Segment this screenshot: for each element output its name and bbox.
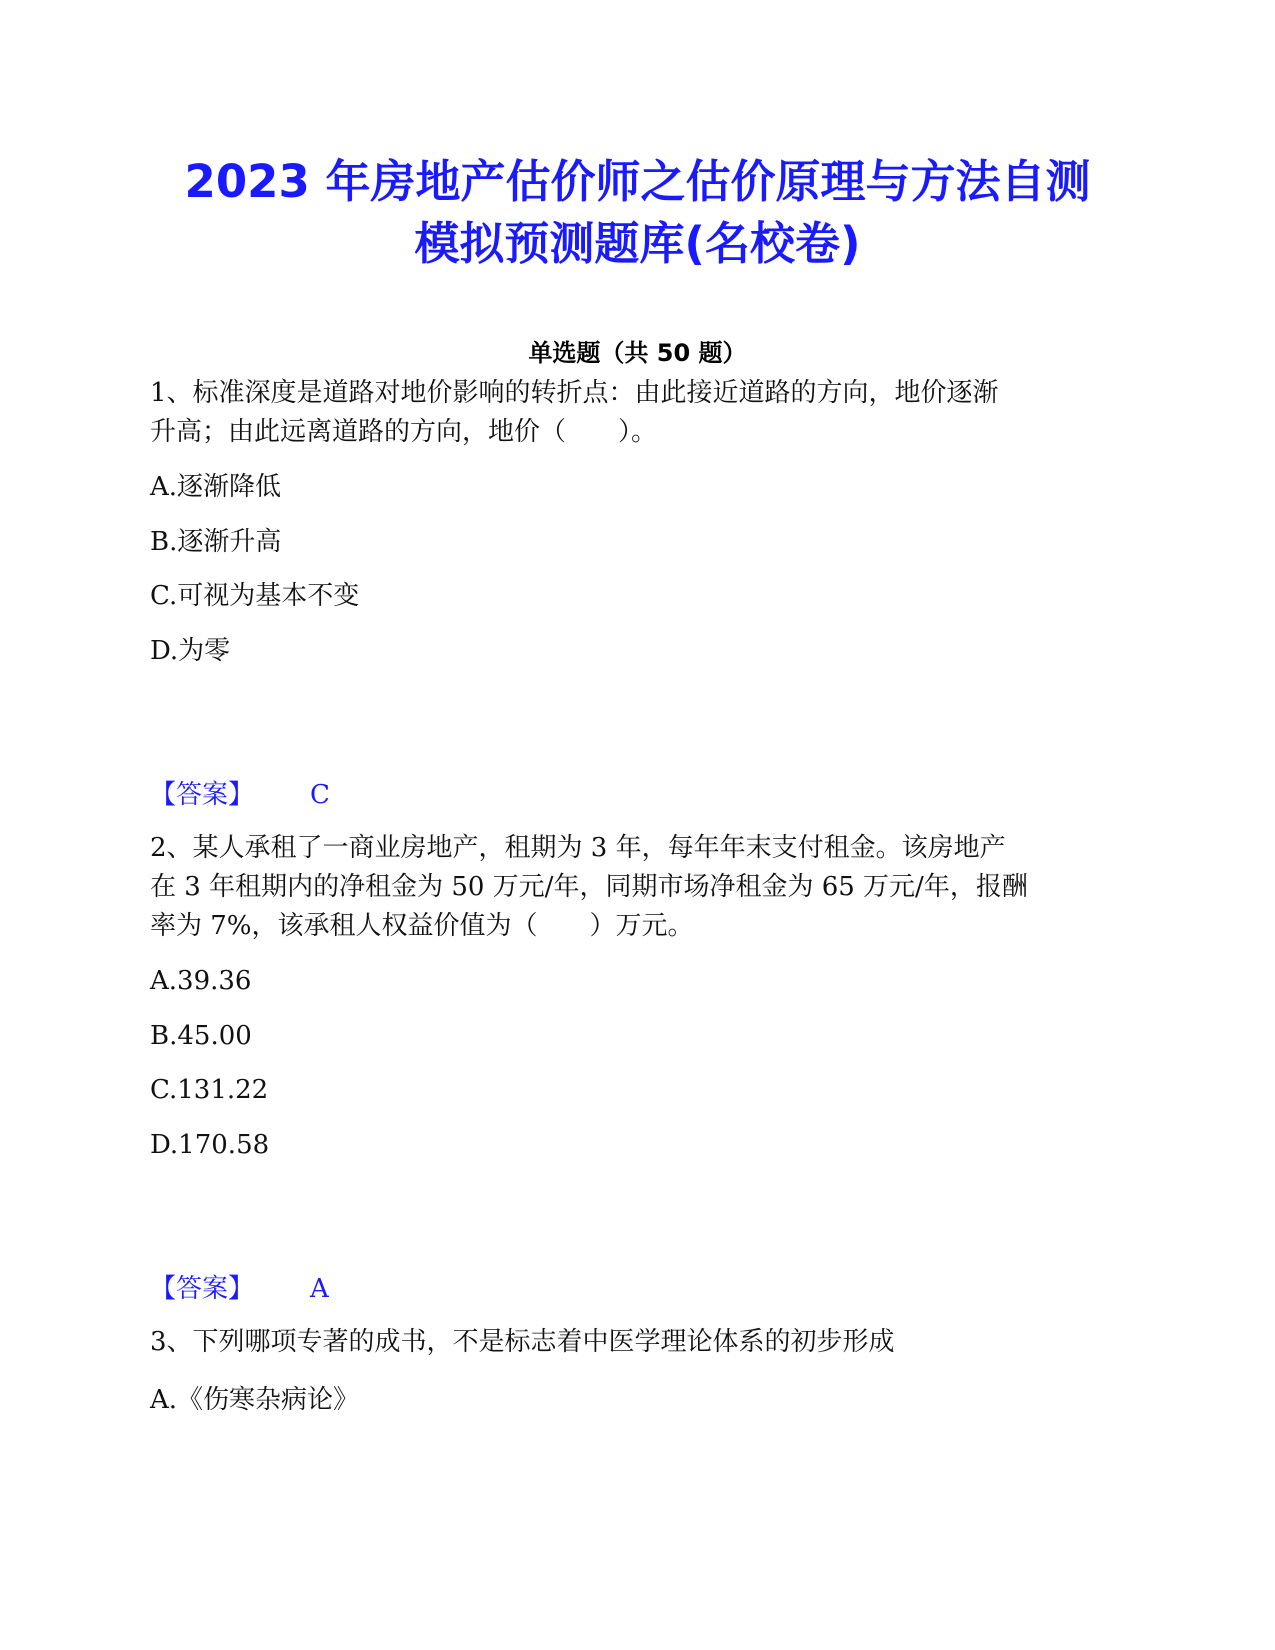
question-2-text [150, 829, 1110, 946]
question-3-option-a: A.《伤寒杂病论》 [150, 1385, 360, 1415]
answer-value: C [310, 780, 330, 810]
answer-label: 【答案】 [150, 1274, 255, 1304]
question-1-line-2: 升高；由此远离道路的方向，地价（ ）。 [150, 417, 658, 447]
question-2-line-2: 在 3 年租期内的净租金为 50 万元/年，同期市场净租金为 65 万元/年，报酬 [150, 872, 1028, 902]
question-1-option-c: C.可视为基本不变 [150, 581, 360, 611]
question-3-text [150, 1323, 1110, 1362]
document-title-line-2: 模拟预测题库(名校卷) [414, 217, 861, 270]
question-1-option-a: A.逐渐降低 [150, 472, 282, 502]
question-1-line-1: 1、标准深度是道路对地价影响的转折点：由此接近道路的方向，地价逐渐 [150, 378, 999, 408]
question-2-option-d: D.170.58 [150, 1130, 270, 1160]
question-3-line-1: 3、下列哪项专著的成书，不是标志着中医学理论体系的初步形成 [150, 1327, 895, 1357]
section-heading: 单选题（共 50 题） [528, 339, 747, 367]
question-1-option-b: B.逐渐升高 [150, 527, 282, 557]
answer-value: A [310, 1274, 329, 1304]
question-1-text [150, 374, 1110, 452]
answer-label: 【答案】 [150, 780, 255, 810]
question-2-line-3: 率为 7%，该承租人权益价值为（ ）万元。 [150, 911, 694, 941]
question-2-option-b: B.45.00 [150, 1021, 252, 1051]
question-2-line-1: 2、某人承租了一商业房地产，租期为 3 年，每年年末支付租金。该房地产 [150, 833, 1006, 863]
document-title-line-1: 2023 年房地产估价师之估价原理与方法自测 [184, 155, 1091, 208]
question-2-answer [150, 1271, 329, 1307]
question-2-option-c: C.131.22 [150, 1075, 269, 1105]
question-1-answer [150, 777, 330, 813]
question-1-option-d: D.为零 [150, 636, 231, 666]
question-2-option-a: A.39.36 [150, 966, 252, 996]
